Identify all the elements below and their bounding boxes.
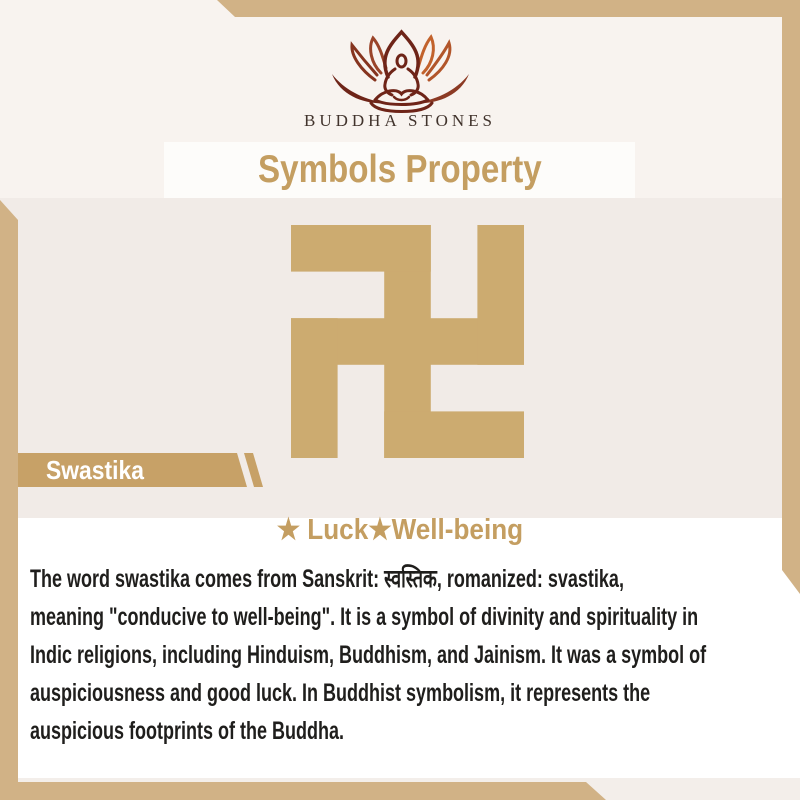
title-bar (164, 142, 635, 198)
lotus-meditation-logo-icon (283, 16, 517, 114)
figure-legs-top (375, 91, 428, 100)
symbol-name-banner (18, 453, 278, 487)
background-bottom-strip (0, 778, 800, 800)
description-line: The word swastika comes from Sanskrit: स्वस्तिक, romanized: svastika, (30, 565, 624, 593)
property-wellbeing: Well-being (391, 514, 524, 546)
figure-feet (394, 97, 409, 100)
description-paragraph (30, 560, 790, 750)
brand-name: BUDDHA STONES (304, 111, 496, 130)
meditating-figure (371, 55, 432, 112)
swastika-symbol-icon (290, 225, 525, 458)
description-line: auspicious footprints of the Buddha. (30, 717, 344, 745)
swastika-bottom-right-arm (384, 411, 524, 458)
star-icon: ★ (276, 514, 301, 546)
swastika-bottom-left-arm (291, 318, 338, 458)
star-icon: ★ (368, 514, 392, 546)
properties-line (0, 512, 800, 547)
properties-text (277, 512, 523, 547)
property-luck: Luck (307, 514, 369, 546)
description-line: auspiciousness and good luck. In Buddhist symbolism, it represents the (30, 679, 651, 707)
description-line: meaning "conducive to well-being". It is a symbol of divinity and spirituality in (30, 603, 699, 631)
page-title: Symbols Property (257, 148, 542, 191)
right-leaf (413, 74, 469, 103)
swastika-top-left-arm (291, 225, 431, 272)
description-line: Indic religions, including Hinduism, Buddhism, and Jainism. It was a symbol of (30, 641, 707, 669)
symbol-name-label: Swastika (46, 455, 144, 485)
swastika-top-right-arm (477, 225, 524, 365)
figure-head (397, 55, 406, 67)
left-leaf (332, 74, 388, 103)
